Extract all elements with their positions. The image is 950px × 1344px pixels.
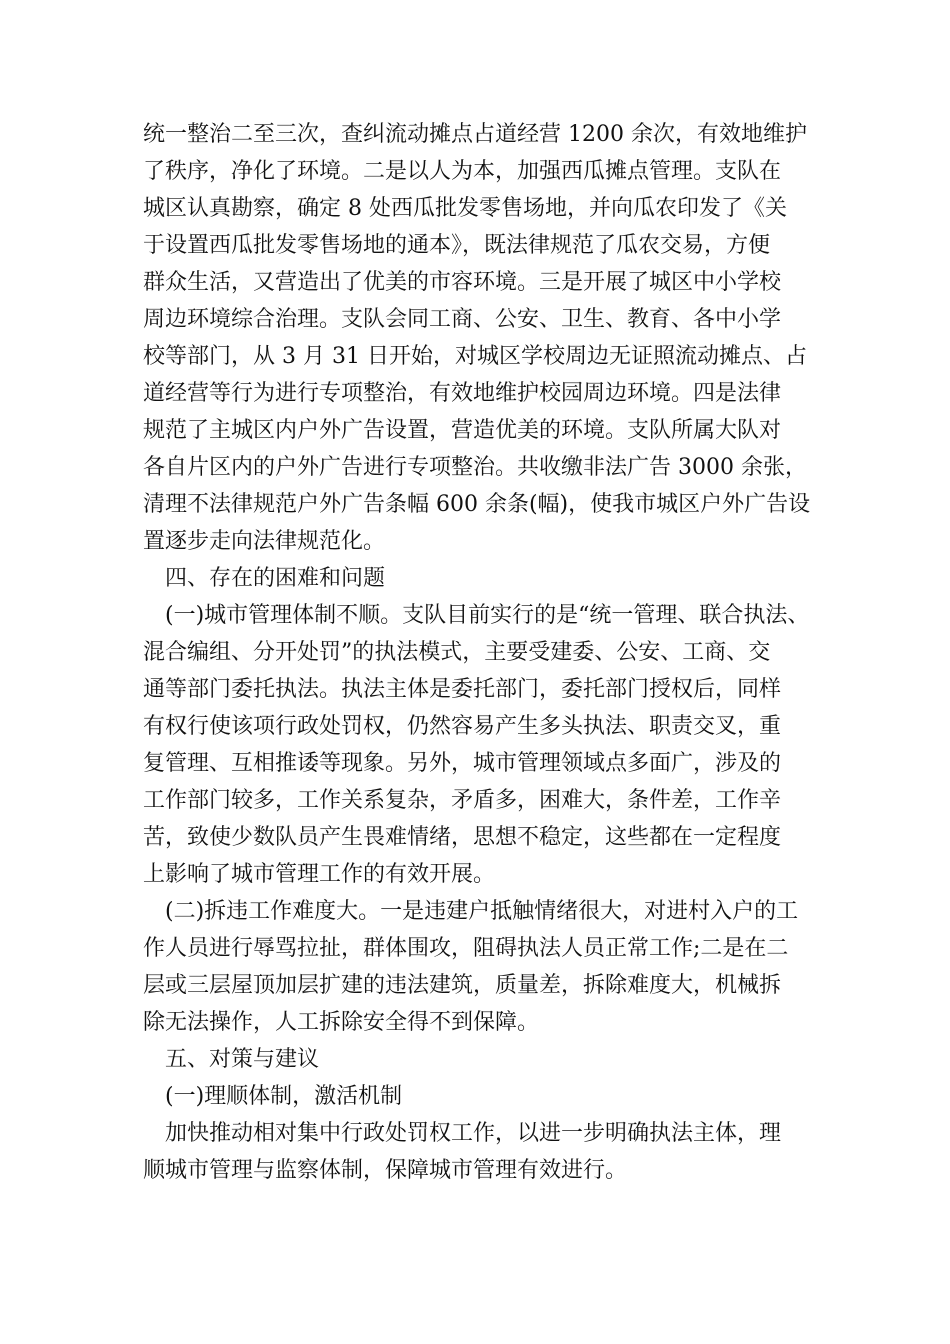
text-line: 各自片区内的户外广告进行专项整治。共收缴非法广告 3000 余张， xyxy=(143,455,807,480)
subsection-heading: (一)城市管理体制不顺。支队目前实行的是“统一管理、联合执法、 xyxy=(165,603,810,628)
text-line: 城区认真勘察，确定 8 处西瓜批发零售场地，并向瓜农印发了《关 xyxy=(143,196,787,221)
text-line: 除无法操作，人工拆除安全得不到保障。 xyxy=(143,1010,540,1035)
text-line: 顺城市管理与监察体制，保障城市管理有效进行。 xyxy=(143,1158,628,1183)
document-body xyxy=(143,116,813,1189)
text-line: 作人员进行辱骂拉扯，群体围攻，阻碍执法人员正常工作;二是在二 xyxy=(143,936,789,961)
text-line: 复管理、互相推诿等现象。另外，城市管理领域点多面广，涉及的 xyxy=(143,751,782,776)
text-line: 置逐步走向法律规范化。 xyxy=(143,529,386,554)
text-line: 有权行使该项行政处罚权，仍然容易产生多头执法、职责交叉，重 xyxy=(143,714,782,739)
subsection-heading: (二)拆违工作难度大。一是违建户抵触情绪很大，对进村入户的工 xyxy=(165,899,799,924)
text-line: 通等部门委托执法。执法主体是委托部门，委托部门授权后，同样 xyxy=(143,677,782,702)
text-line: 混合编组、分开处罚”的执法模式，主要受建委、公安、工商、交 xyxy=(143,640,771,665)
text-line: 规范了主城区内户外广告设置，营造优美的环境。支队所属大队对 xyxy=(143,418,782,443)
text-line: 工作部门较多，工作关系复杂，矛盾多，困难大，条件差，工作辛 xyxy=(143,788,782,813)
text-line: 道经营等行为进行专项整治，有效地维护校园周边环境。四是法律 xyxy=(143,381,782,406)
section-heading: 四、存在的困难和问题 xyxy=(165,566,386,591)
text-line: 层或三层屋顶加层扩建的违法建筑，质量差，拆除难度大，机械拆 xyxy=(143,973,782,998)
text-line: 周边环境综合治理。支队会同工商、公安、卫生、教育、各中小学 xyxy=(143,307,782,332)
text-line: 苦，致使少数队员产生畏难情绪，思想不稳定，这些都在一定程度 xyxy=(143,825,782,850)
section-heading: 五、对策与建议 xyxy=(165,1047,320,1072)
text-line: 加快推动相对集中行政处罚权工作，以进一步明确执法主体，理 xyxy=(165,1121,782,1146)
text-line: 清理不法律规范户外广告条幅 600 余条(幅)，使我市城区户外广告设 xyxy=(143,492,811,517)
text-line: 群众生活，又营造出了优美的市容环境。三是开展了城区中小学校 xyxy=(143,270,782,295)
text-line: 了秩序，净化了环境。二是以人为本，加强西瓜摊点管理。支队在 xyxy=(143,159,782,184)
subsection-heading: (一)理顺体制，激活机制 xyxy=(165,1084,403,1109)
text-line: 校等部门，从 3 月 31 日开始，对城区学校周边无证照流动摊点、占 xyxy=(143,344,807,369)
text-line: 于设置西瓜批发零售场地的通本》，既法律规范了瓜农交易，方便 xyxy=(143,233,771,258)
text-line: 统一整治二至三次，查纠流动摊点占道经营 1200 余次，有效地维护 xyxy=(143,122,807,147)
text-line: 上影响了城市管理工作的有效开展。 xyxy=(143,862,496,887)
